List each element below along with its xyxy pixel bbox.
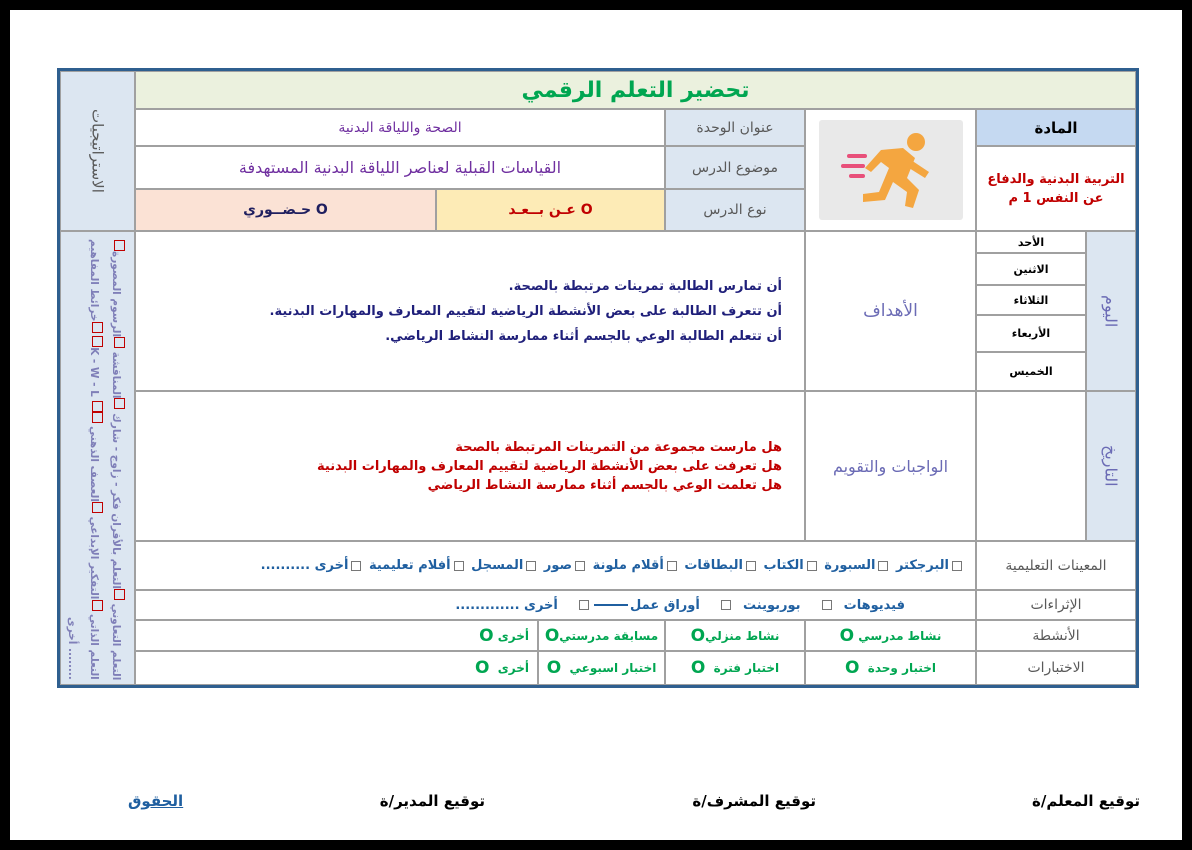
lesson-topic-value: القياسات القبلية لعناصر اللياقة البدنية المستهدفة (135, 146, 665, 189)
checkbox[interactable] (114, 398, 125, 409)
checkbox[interactable] (114, 589, 125, 600)
lesson-topic-label: موضوع الدرس (665, 146, 805, 189)
day-label: اليوم (1086, 231, 1136, 391)
page-title: تحضير التعلم الرقمي (135, 71, 1136, 109)
tests-label: الاختبارات (976, 651, 1136, 685)
homework-item: هل مارست مجموعة من التمرينات المرتبطة بالصحة (455, 439, 782, 455)
supervisor-signature: توقيع المشرف/ة (692, 792, 816, 810)
teacher-signature: توقيع المعلم/ة (1032, 792, 1140, 810)
enrichment-list: فيديوهات بوربوينت أوراق عمل أخرى ............. (135, 590, 976, 620)
test-weekly[interactable]: اختبار اسبوعي O (538, 651, 665, 685)
subject-value: التربية البدنية والدفاع عن النفس 1 م (976, 146, 1136, 231)
checkbox[interactable] (575, 561, 585, 571)
checkbox[interactable] (878, 561, 888, 571)
lesson-type-in-person[interactable]: حـضــوري O (135, 189, 436, 231)
day-monday: الاثنين (976, 253, 1086, 285)
checkbox[interactable] (92, 600, 103, 611)
checkbox[interactable] (92, 336, 103, 347)
unit-title-value: الصحة واللياقة البدنية (135, 109, 665, 146)
day-thursday: الخميس (976, 352, 1086, 391)
activities-label: الأنشطة (976, 620, 1136, 651)
enrichment-label: الإثراءات (976, 590, 1136, 620)
rights-link[interactable]: الحقوق (128, 792, 184, 810)
image-cell (805, 109, 976, 231)
checkbox[interactable] (92, 502, 103, 513)
checkbox[interactable] (454, 561, 464, 571)
day-wednesday: الأربعاء (976, 315, 1086, 352)
checkbox[interactable] (114, 240, 125, 251)
day-sunday: الأحد (976, 231, 1086, 253)
checkbox[interactable] (526, 561, 536, 571)
lesson-type-label: نوع الدرس (665, 189, 805, 231)
date-label: التاريخ (1086, 391, 1136, 541)
checkbox[interactable] (114, 337, 125, 348)
activity-school[interactable]: نشاط مدرسي O (805, 620, 976, 651)
principal-signature: توقيع المدير/ة (379, 792, 485, 810)
aids-label: المعينات التعليمية (976, 541, 1136, 590)
runner-icon (841, 128, 941, 212)
subject-label: المادة (976, 109, 1136, 146)
runner-image (819, 120, 963, 220)
goal-item: أن تمارس الطالبة تمرينات مرتبطة بالصحة. (508, 278, 782, 294)
unit-title-label: عنوان الوحدة (665, 109, 805, 146)
checkbox[interactable] (92, 322, 103, 333)
lesson-type-remote[interactable]: عـن بــعـد O (436, 189, 665, 231)
goals-list (135, 231, 805, 391)
homework-label: الواجبات والتقويم (805, 391, 976, 541)
checkbox[interactable] (579, 600, 589, 610)
strategies-label: الاستراتيجيات (60, 71, 135, 231)
checkbox[interactable] (351, 561, 361, 571)
page (10, 10, 1182, 840)
checkbox[interactable] (746, 561, 756, 571)
aids-list: البرجكتر السبورة الكتاب البطاقات أقلام ملونة صور المسجل أفلام تعليمية أخرى .......... (135, 541, 976, 590)
activity-contest[interactable]: مسابقة مدرستي O (538, 620, 665, 651)
homework-item: هل تعلمت الوعي بالجسم أثناء ممارسة النشاط الرياضي (427, 477, 782, 493)
strategies-list: التعلم التعاوني التعلم بالأقران فكر - زاوج - شارك المناقشة الرسوم المصورة خرائط المفاهيم K - W - L التعلم الذاتي التفكير الإبداعي العصف الذهني أخرى ........ (61, 236, 127, 680)
test-unit[interactable]: اختبار وحدة O (805, 651, 976, 685)
date-value (976, 391, 1086, 541)
goal-item: أن تتعرف الطالبة على بعض الأنشطة الرياضية لتقييم المعارف والمهارات البدنية. (269, 303, 782, 319)
goal-item: أن تتعلم الطالبة الوعي بالجسم أثناء ممارسة النشاط الرياضي. (385, 328, 782, 344)
checkbox[interactable] (807, 561, 817, 571)
checkbox[interactable] (92, 401, 103, 412)
checkbox[interactable] (952, 561, 962, 571)
underline-blank[interactable] (594, 604, 628, 606)
activity-home[interactable]: نشاط منزلي O (665, 620, 805, 651)
day-tuesday: الثلاثاء (976, 285, 1086, 315)
checkbox[interactable] (92, 412, 103, 423)
checkbox[interactable] (822, 600, 832, 610)
strategies-panel (60, 231, 135, 685)
test-term[interactable]: اختبار فترة O (665, 651, 805, 685)
homework-item: هل تعرفت على بعض الأنشطة الرياضية لتقييم المعارف والمهارات البدنية (317, 458, 782, 474)
goals-label: الأهداف (805, 231, 976, 391)
checkbox[interactable] (721, 600, 731, 610)
homework-list (135, 391, 805, 541)
test-other[interactable]: أخرى O (135, 651, 538, 685)
activity-other[interactable]: أخرى O (135, 620, 538, 651)
checkbox[interactable] (667, 561, 677, 571)
lesson-plan-frame (57, 68, 1139, 688)
